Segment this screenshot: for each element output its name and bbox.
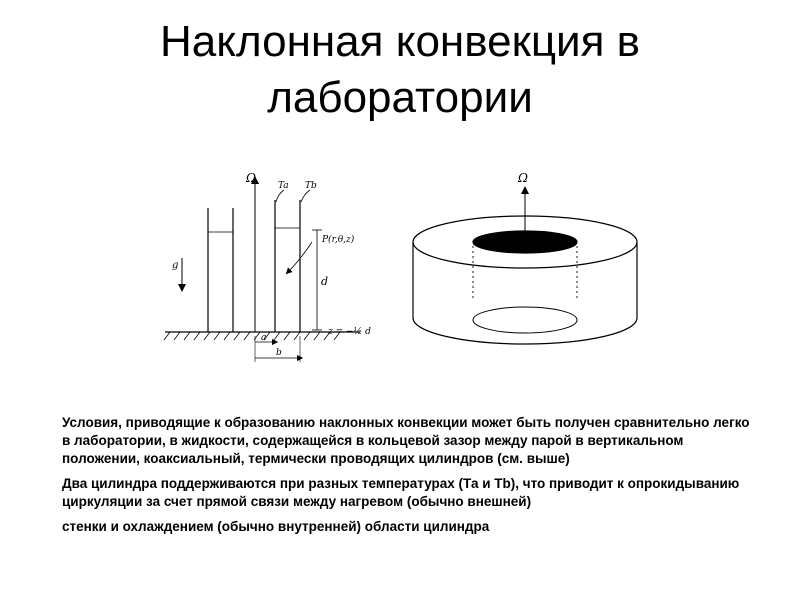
point-label: P(r,θ,z): [322, 235, 355, 245]
d-label: d: [321, 275, 329, 288]
paragraph-2: Два цилиндра поддерживаются при разных температурах (Та и Тb), что приводит к опрокидыванию циркуляции за счет прямой связи между нагревом (обычно внешней): [62, 476, 740, 509]
tb-label: Tb: [305, 181, 317, 191]
apparatus-figure: [160, 150, 660, 370]
omega-label-right: Ω: [518, 171, 528, 185]
g-label: g: [172, 260, 179, 271]
ta-label: Ta: [278, 181, 289, 191]
omega-label-left: Ω: [246, 171, 256, 185]
b-label: b: [276, 348, 282, 358]
z-label: z = −½ d: [328, 327, 371, 337]
a-label: a: [261, 333, 267, 343]
slide-title-line-2: лаборатории: [267, 73, 533, 122]
annulus-diagram: [413, 190, 637, 344]
ground-hatching: [164, 332, 340, 340]
description-text: [62, 414, 752, 543]
slide-title-line-1: Наклонная конвекция в: [159, 17, 641, 66]
paragraph-3: стенки и охлаждением (обычно внутренней) области цилиндра: [62, 519, 490, 534]
paragraph-1: Условия, приводящие к образованию наклонных конвекции может быть получен сравнительно легко в лаборатории, в жидкости, содержащейся в кольцевой зазор между парой в вертикальном положении, коаксиальный, термически проводящих цилиндров (см. выше): [62, 415, 750, 466]
slide-title: [0, 14, 800, 126]
